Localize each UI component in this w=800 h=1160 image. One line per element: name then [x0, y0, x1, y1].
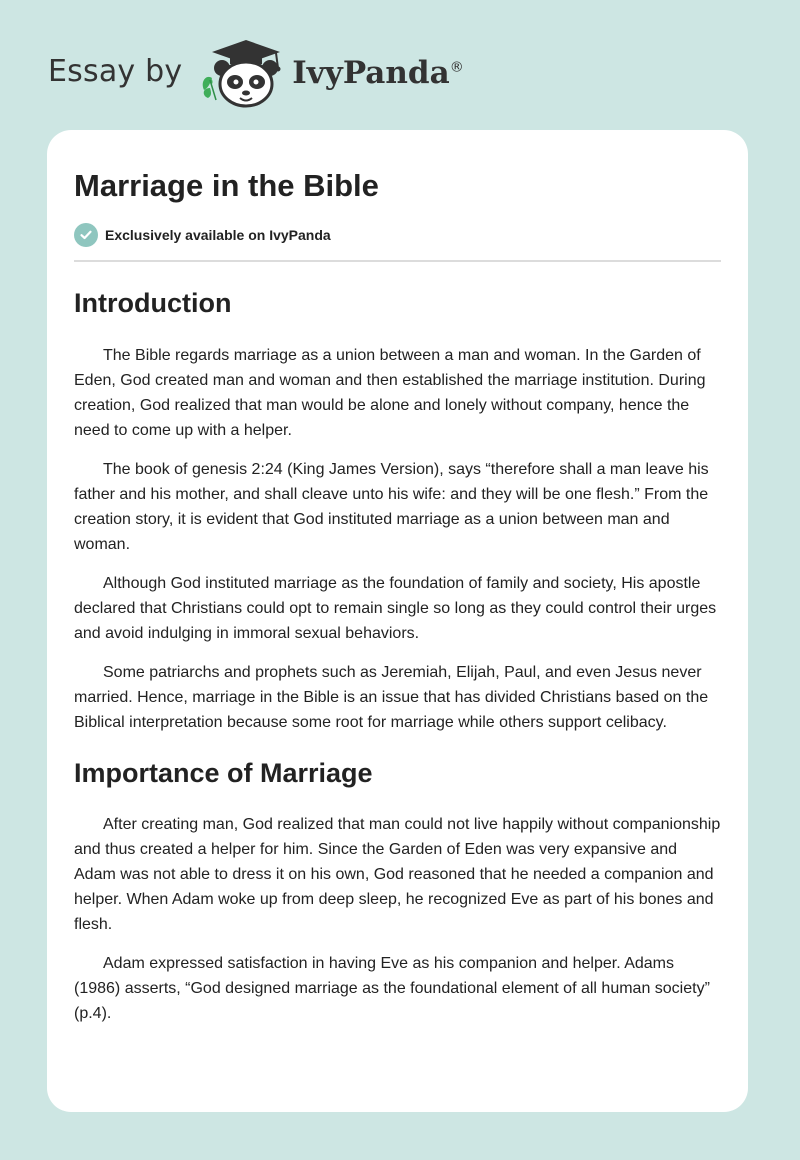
- exclusive-label: Exclusively available on IvyPanda: [105, 227, 331, 243]
- paragraph: After creating man, God realized that man could not live happily without companionship and thus created a helper for him. Since the Garden of Eden was very expansive and Adam was not able to dress it on his own, God reasoned that he needed a companion and helper. When Adam woke up from deep sleep, he recognized Eve as part of his bones and flesh.: [74, 816, 721, 933]
- paragraph: The Bible regards marriage as a union between a man and woman. In the Garden of Eden, God created man and woman and then established the marriage institution. During creation, God realized that man would be alone and lonely without company, hence the need to come up with a helper.: [74, 347, 706, 439]
- paragraph: Some patriarchs and prophets such as Jeremiah, Elijah, Paul, and even Jesus never married. Hence, marriage in the Bible is an issue that has divided Christians based on the Biblical interpretation because some root for marriage while others support celibacy.: [74, 664, 709, 731]
- paragraph: Adam expressed satisfaction in having Eve as his companion and helper. Adams (1986) asserts, “God designed marriage as the foundational element of all human society” (p.4).: [74, 955, 710, 1022]
- section-heading-introduction: Introduction: [74, 288, 232, 318]
- paragraph: The book of genesis 2:24 (King James Version), says “therefore shall a man leave his father and his mother, and shall cleave unto his wife: and they will be one flesh.” From the creation story, it is evident that God instituted marriage as a union between man and woman.: [74, 461, 709, 553]
- exclusive-badge: [74, 223, 721, 262]
- panda-graduation-cap-icon[interactable]: [198, 38, 288, 110]
- check-circle-icon: [74, 223, 98, 247]
- essay-by-label: Essay by: [48, 53, 183, 89]
- brand-name[interactable]: IvyPanda®: [292, 55, 464, 91]
- essay-card: [47, 130, 748, 1112]
- site-header: [48, 34, 464, 114]
- paragraph: Although God instituted marriage as the foundation of family and society, His apostle declared that Christians could opt to remain single so long as they could control their urges and avoid indulging in immoral sexual behaviors.: [74, 575, 717, 642]
- page-title: Marriage in the Bible: [74, 168, 379, 203]
- section-heading-importance-of-marriage: Importance of Marriage: [74, 758, 373, 788]
- registered-mark: ®: [449, 59, 464, 76]
